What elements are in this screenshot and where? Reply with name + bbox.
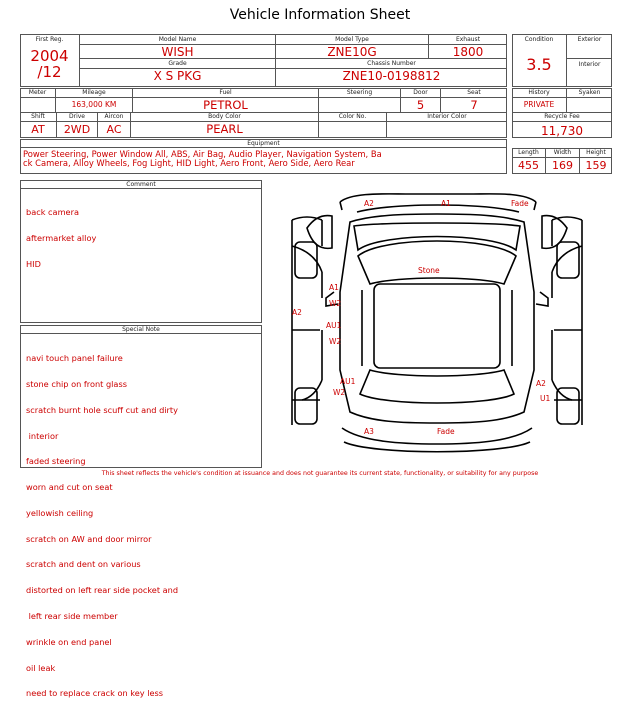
first-reg-month: /12: [37, 63, 62, 81]
special-note-line: distorted on left rear side pocket and: [26, 585, 179, 596]
grade-label: Grade: [168, 60, 187, 67]
body-color-value: PEARL: [206, 122, 243, 136]
chassis-number-label: Chassis Number: [367, 60, 416, 67]
drive-value: 2WD: [63, 123, 91, 136]
damage-mark-left-door-au1: AU1: [326, 321, 342, 330]
damage-mark-roof: Stone: [418, 266, 440, 275]
equipment-line-2: ck Camera, Alloy Wheels, Fog Light, HID Light, Aero Front, Aero Side, Aero Rear: [23, 158, 355, 168]
aircon-value: AC: [106, 123, 122, 136]
damage-mark-left-door-w2: W2: [329, 337, 342, 346]
comment-line: HID: [26, 258, 41, 269]
comment-label: Comment: [126, 181, 156, 188]
special-note-line: scratch burnt hole scuff cut and dirty: [26, 404, 178, 415]
grade-value: X S PKG: [153, 69, 202, 83]
history-value: PRIVATE: [523, 100, 555, 109]
damage-mark-left-fender-a1: A1: [329, 283, 339, 292]
width-label: Width: [553, 149, 572, 156]
special-note-label: Special Note: [122, 326, 160, 333]
length-label: Length: [518, 149, 539, 156]
damage-mark-right-rear-a2: A2: [536, 379, 546, 388]
condition-value: 3.5: [526, 55, 552, 74]
comment-line: back camera: [26, 207, 79, 218]
chassis-number-value: ZNE10-0198812: [342, 69, 441, 83]
damage-mark-rear-left: A3: [364, 427, 374, 436]
height-value: 159: [585, 159, 607, 172]
model-name-value: WISH: [161, 45, 194, 59]
condition-label: Condition: [524, 36, 554, 43]
aircon-label: Aircon: [104, 113, 124, 120]
comment-list: [26, 191, 96, 277]
recycle-fee-label: Recycle Fee: [544, 113, 580, 120]
model-type-label: Model Type: [335, 36, 369, 43]
steering-label: Steering: [346, 89, 373, 96]
fuel-value: PETROL: [203, 98, 248, 112]
drive-label: Drive: [69, 113, 85, 120]
exterior-label: Exterior: [577, 36, 602, 43]
seat-label: Seat: [467, 89, 481, 96]
special-note-line: navi touch panel failure: [26, 353, 123, 364]
history-label: History: [528, 89, 550, 96]
exhaust-value: 1800: [452, 45, 484, 59]
first-reg-year: 2004: [30, 47, 69, 65]
width-value: 169: [552, 159, 573, 172]
shift-label: Shift: [31, 113, 45, 120]
seat-value: 7: [470, 98, 478, 112]
damage-mark-left-side: A2: [292, 308, 302, 317]
special-note-line: stone chip on front glass: [26, 378, 127, 389]
damage-mark-left-rear-au1: AU1: [340, 377, 356, 386]
door-label: Door: [413, 89, 428, 96]
damage-mark-front-left: A2: [364, 199, 374, 208]
exhaust-label: Exhaust: [455, 36, 481, 43]
comment-line: aftermarket alloy: [26, 232, 97, 243]
interior-color-label: Interior Color: [427, 113, 467, 120]
special-note-list: [26, 337, 178, 707]
damage-mark-right-rear-u1: U1: [540, 394, 551, 403]
color-no-label: Color No.: [338, 113, 367, 120]
special-note-line: wrinkle on end panel: [26, 636, 112, 647]
sheet-title: Vehicle Information Sheet: [229, 7, 411, 23]
model-type-value: ZNE10G: [327, 45, 377, 59]
special-note-line: scratch on AW and door mirror: [26, 533, 152, 544]
interior-label: Interior: [578, 61, 601, 68]
model-name-label: Model Name: [158, 36, 197, 43]
length-value: 455: [518, 159, 539, 172]
syaken-label: Syaken: [578, 89, 601, 96]
mileage-value: 163,000 KM: [71, 100, 117, 109]
fuel-label: Fuel: [219, 89, 232, 96]
damage-mark-rear-center: Fade: [437, 427, 455, 436]
special-note-line: faded steering: [26, 456, 86, 467]
special-note-line: left rear side member: [26, 611, 118, 621]
mileage-label: Mileage: [82, 89, 106, 96]
meter-label: Meter: [28, 89, 47, 96]
special-note-line: oil leak: [26, 662, 56, 673]
special-note-line: interior: [26, 430, 59, 441]
first-reg-label: First Reg.: [35, 36, 64, 43]
body-color-label: Body Color: [208, 113, 241, 120]
door-value: 5: [416, 98, 425, 112]
recycle-fee-value: 11,730: [541, 124, 583, 138]
equipment-line-1: Power Steering, Power Window All, ABS, Air Bag, Audio Player, Navigation System, Ba: [23, 149, 382, 159]
special-note-line: need to replace crack on key less: [26, 688, 164, 699]
damage-mark-left-fender-w2: W2: [329, 299, 342, 308]
special-note-line: worn and cut on seat: [26, 482, 113, 493]
height-label: Height: [586, 149, 606, 156]
equipment-label: Equipment: [247, 140, 280, 147]
damage-mark-front-right: Fade: [511, 199, 529, 208]
damage-mark-front-center: A1: [441, 199, 451, 208]
shift-value: AT: [31, 123, 45, 136]
disclaimer-footer: This sheet reflects the vehicle's condition at issuance and does not guarantee its current state, functionality, or suitability for any purpose: [101, 470, 539, 477]
special-note-line: yellowish ceiling: [26, 507, 94, 518]
damage-mark-left-rear-w2: W2: [333, 388, 346, 397]
special-note-line: scratch and dent on various: [26, 559, 141, 570]
